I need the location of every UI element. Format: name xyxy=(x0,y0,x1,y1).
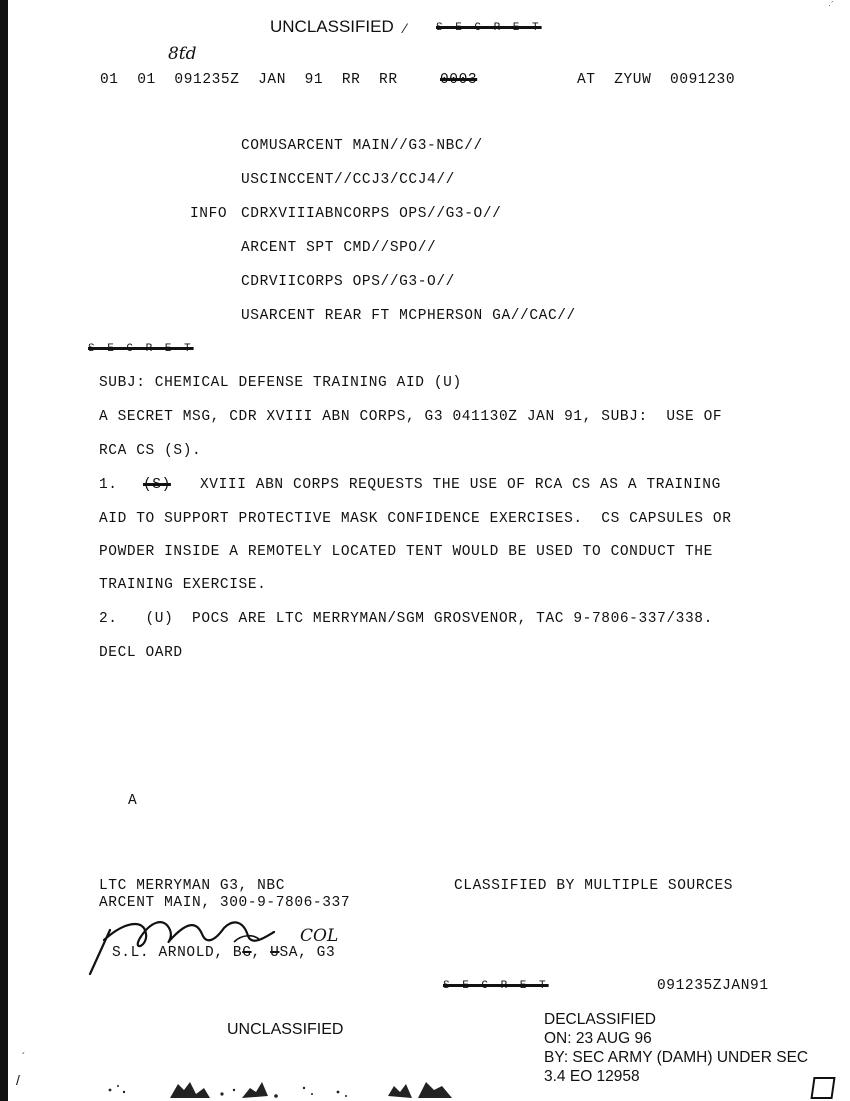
edge-mark: / xyxy=(16,1072,20,1088)
para1-number: 1. xyxy=(99,477,118,493)
reference-line-1: A SECRET MSG, CDR XVIII ABN CORPS, G3 041130Z JAN 91, SUBJ: USE OF xyxy=(99,409,723,425)
addressee-info-4: USARCENT REAR FT MCPHERSON GA//CAC// xyxy=(241,308,576,324)
top-classification: UNCLASSIFIED xyxy=(270,17,394,36)
signer-block xyxy=(112,945,335,961)
para1-line-4: TRAINING EXERCISE. xyxy=(99,577,267,593)
addressee-info-2: ARCENT SPT CMD//SPO// xyxy=(241,240,437,256)
declass-line-2: ON: 23 AUG 96 xyxy=(544,1030,652,1047)
signer-struck-service: U xyxy=(270,945,280,961)
declassification-stamp xyxy=(544,1010,808,1086)
para1-line-3: POWDER INSIDE A REMOTELY LOCATED TENT WOULD BE USED TO CONDUCT THE xyxy=(99,544,713,560)
addressee-info-3: CDRVIICORPS OPS//G3-O// xyxy=(241,274,455,290)
signer-struck-rank: G xyxy=(242,945,252,961)
corner-mark: ·´ xyxy=(828,0,834,10)
poc-line-2: ARCENT MAIN, 300-9-7806-337 xyxy=(99,895,351,911)
declass-line-3: BY: SEC ARMY (DAMH) UNDER SEC xyxy=(544,1049,809,1066)
struck-secret-top: S E C R E T xyxy=(436,22,542,34)
checkbox-mark xyxy=(810,1077,835,1099)
scan-noise xyxy=(100,1076,480,1101)
addressee-to-2: USCINCCENT//CCJ3/CCJ4// xyxy=(241,172,455,188)
reference-line-2: RCA CS (S). xyxy=(99,443,202,459)
para1-line-2: AID TO SUPPORT PROTECTIVE MASK CONFIDENCE EXERCISES. CS CAPSULES OR xyxy=(99,511,732,527)
para1-struck-marking: (S) xyxy=(143,477,171,493)
declass-line-4: 3.4 EO 12958 xyxy=(544,1068,640,1085)
declass-line-1: DECLASSIFIED xyxy=(544,1011,656,1028)
bottom-classification: UNCLASSIFIED xyxy=(227,1021,344,1038)
routing-line: 01 01 091235Z JAN 91 RR RR xyxy=(100,72,398,88)
tick-mark: ⁄ xyxy=(404,20,407,36)
marker-a: A xyxy=(128,793,138,809)
dtg-line: 091235ZJAN91 xyxy=(657,978,769,994)
struck-secret-bottom: S E C R E T xyxy=(443,980,549,992)
declassification-line: DECL OARD xyxy=(99,645,183,661)
poc-line-1: LTC MERRYMAN G3, NBC xyxy=(99,878,286,894)
handwritten-note: 8ƭd xyxy=(168,44,197,64)
handwritten-col: COL xyxy=(300,926,339,946)
edge-dot: ´ xyxy=(22,1052,26,1063)
addressee-to-1: COMUSARCENT MAIN//G3-NBC// xyxy=(241,138,483,154)
info-prefix: INFO xyxy=(190,206,228,222)
subject-line: SUBJ: CHEMICAL DEFENSE TRAINING AID (U) xyxy=(99,375,462,391)
para2-line: 2. (U) POCS ARE LTC MERRYMAN/SGM GROSVENOR, TAC 9-7806-337/338. xyxy=(99,611,713,627)
classified-by-line: CLASSIFIED BY MULTIPLE SOURCES xyxy=(454,878,734,894)
routing-tail: AT ZYUW 0091230 xyxy=(577,72,736,88)
scan-edge-bar xyxy=(0,0,8,1101)
struck-code: 0003 xyxy=(440,72,478,88)
struck-secret-mid: S E C R E T xyxy=(88,343,194,355)
para1-line-1: XVIII ABN CORPS REQUESTS THE USE OF RCA CS AS A TRAINING xyxy=(200,477,721,493)
signer-suffix: SA, G3 xyxy=(279,945,336,961)
signer-prefix: S.L. ARNOLD, B xyxy=(112,945,243,961)
signer-mid: , xyxy=(251,945,271,961)
addressee-info-1: CDRXVIIIABNCORPS OPS//G3-O// xyxy=(241,206,502,222)
